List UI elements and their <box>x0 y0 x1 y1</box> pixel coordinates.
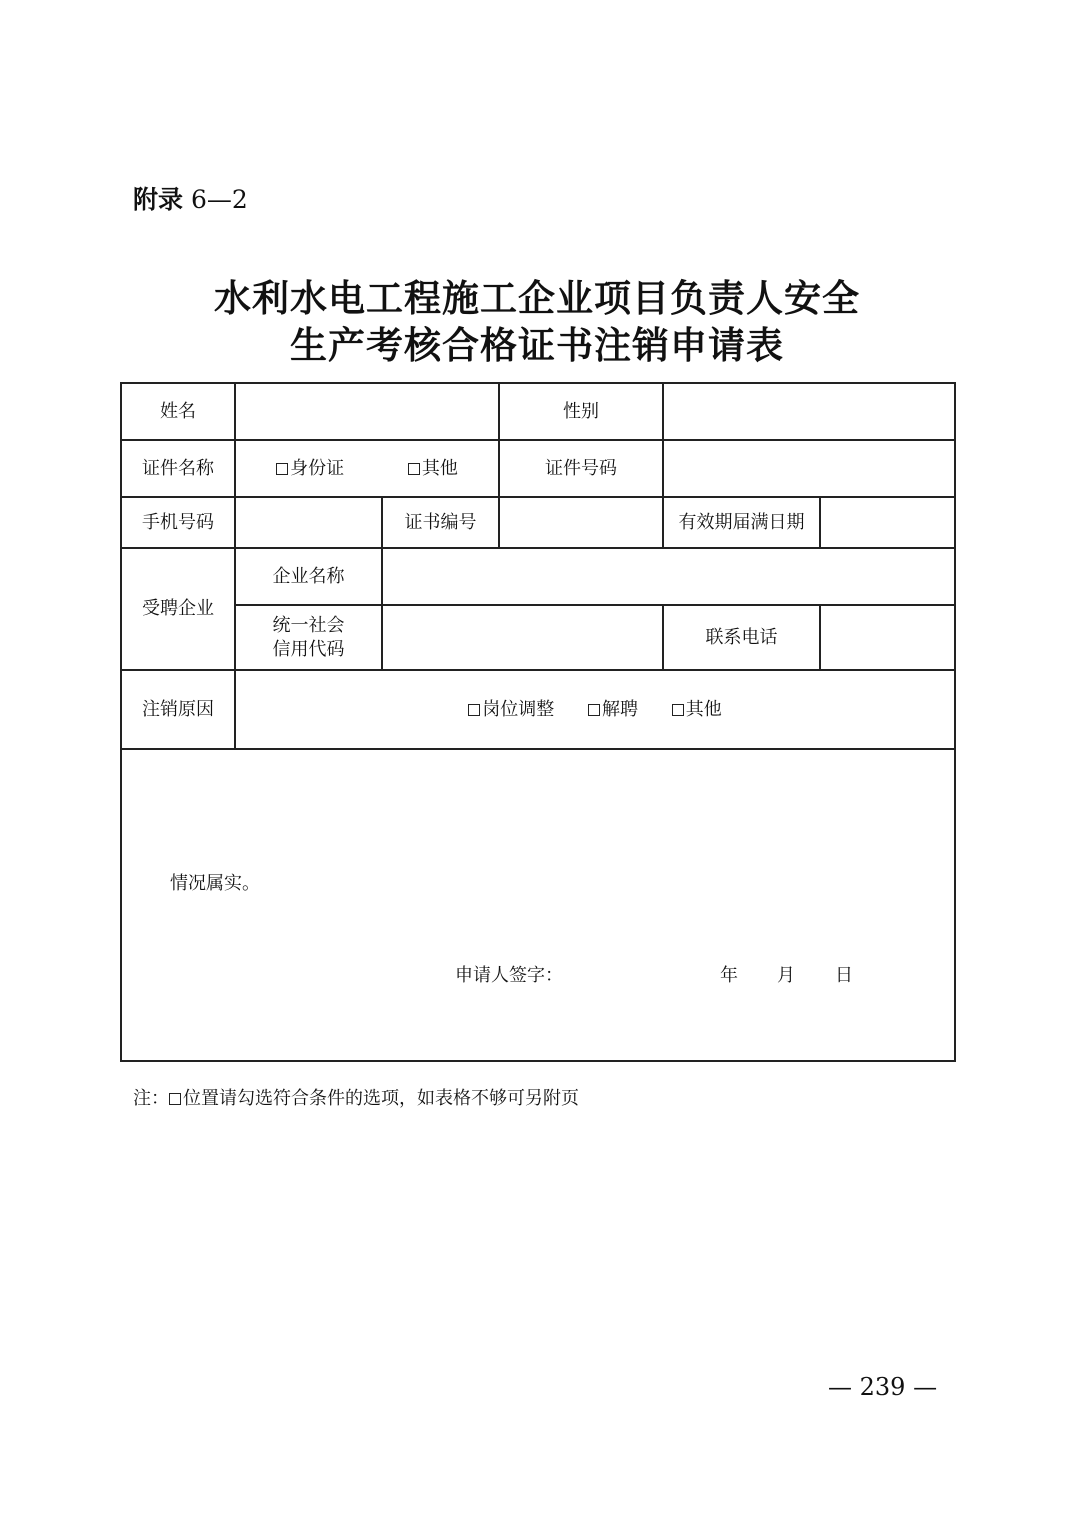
form-title-line-1: 水利水电工程施工企业项目负责人安全 <box>214 277 860 320</box>
gender-label: 性别 <box>499 383 663 440</box>
credit-code-label-line-2: 信用代码 <box>272 638 345 660</box>
reason-label: 注销原因 <box>121 670 235 749</box>
gender-field[interactable] <box>663 383 955 440</box>
company-name-label: 企业名称 <box>235 548 382 605</box>
appendix-number: 6—2 <box>190 185 248 214</box>
statement-text: 情况属实。 <box>170 873 260 894</box>
reason-option-dismissal[interactable] <box>588 698 638 722</box>
phone-field[interactable] <box>235 497 382 548</box>
contact-phone-label: 联系电话 <box>663 605 820 670</box>
checkbox-icon[interactable] <box>468 704 480 716</box>
appendix-prefix: 附录 <box>133 185 184 214</box>
checkbox-icon[interactable] <box>672 704 684 716</box>
date-day-label: 日 <box>835 965 853 986</box>
id-option-other-label: 其他 <box>421 457 458 479</box>
expiry-label: 有效期届满日期 <box>663 497 820 548</box>
footnote-prefix: 注： <box>133 1088 169 1109</box>
statement-cell <box>121 749 955 1061</box>
credit-code-label <box>235 605 382 670</box>
credit-code-field[interactable] <box>382 605 663 670</box>
date-year-label: 年 <box>720 965 738 986</box>
id-number-label: 证件号码 <box>499 440 663 497</box>
checkbox-icon[interactable] <box>408 463 420 475</box>
cert-number-label: 证书编号 <box>382 497 499 548</box>
reason-option-position[interactable] <box>468 698 554 722</box>
reason-option-other-label: 其他 <box>685 698 722 720</box>
id-type-options <box>235 440 499 497</box>
date-month-label: 月 <box>777 965 795 986</box>
checkbox-icon[interactable] <box>588 704 600 716</box>
page-number: — 239 — <box>828 1373 938 1401</box>
checkbox-icon[interactable] <box>276 463 288 475</box>
expiry-field[interactable] <box>820 497 955 548</box>
name-label: 姓名 <box>121 383 235 440</box>
name-field[interactable] <box>235 383 499 440</box>
contact-phone-field[interactable] <box>820 605 955 670</box>
signature-label: 申请人签字： <box>455 965 563 986</box>
cancellation-form-table <box>120 382 956 1062</box>
reason-option-position-label: 岗位调整 <box>482 698 555 720</box>
footnote-text: 位置请勾选符合条件的选项，如表格不够可另附页 <box>183 1088 579 1109</box>
reason-option-dismissal-label: 解聘 <box>602 698 638 720</box>
employer-label: 受聘企业 <box>121 548 235 670</box>
appendix-label <box>133 182 248 218</box>
reason-options <box>235 670 955 749</box>
phone-label: 手机号码 <box>121 497 235 548</box>
reason-option-other[interactable] <box>672 698 722 722</box>
id-option-idcard[interactable] <box>276 457 344 481</box>
id-option-idcard-label: 身份证 <box>290 457 345 479</box>
checkbox-icon <box>169 1093 181 1105</box>
id-type-label: 证件名称 <box>121 440 235 497</box>
id-option-other[interactable] <box>408 457 458 481</box>
company-name-field[interactable] <box>382 548 955 605</box>
id-number-field[interactable] <box>663 440 955 497</box>
cert-number-field[interactable] <box>499 497 663 548</box>
credit-code-label-line-1: 统一社会 <box>272 614 345 636</box>
footnote <box>133 1086 579 1112</box>
form-title-line-2: 生产考核合格证书注销申请表 <box>290 324 784 367</box>
